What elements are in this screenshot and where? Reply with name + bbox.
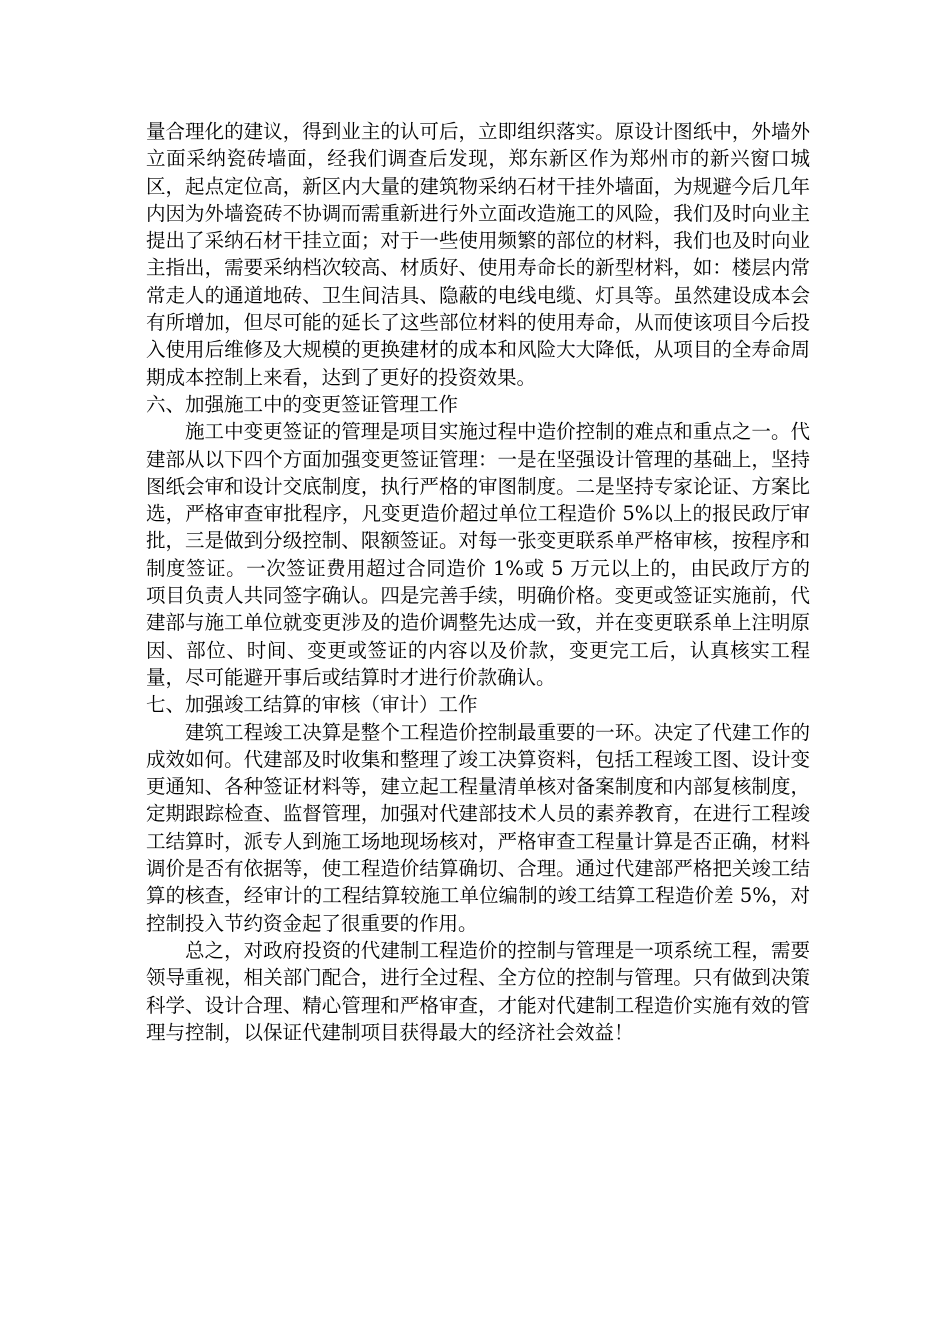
section-heading-6: 六、加强施工中的变更签证管理工作 (146, 392, 459, 416)
paragraph-continuation: 量合理化的建议，得到业主的认可后，立即组织落实。原设计图纸中，外墙外立面采纳瓷砖墙面，经我们调查后发现，郑东新区作为郑州市的新兴窗口城区，起点定位高，新区内大量的建筑物采纳石材干挂外墙面，为规避今后几年内因为外墙瓷砖不协调而需重新进行外立面改造施工的风险，我们及时向业主提出了采纳石材干挂立面；对于一些使用频繁的部位的材料，我们也及时向业主指出，需要采纳档次较高、材质好、使用寿命长的新型材料，如：楼层内常常走人的通道地砖、卫生间洁具、隐蔽的电线电缆、灯具等。虽然建设成本会有所增加，但尽可能的延长了这些部位材料的使用寿命，从而使该项目今后投入使用后维修及大规模的更换建材的成本和风险大大降低，从项目的全寿命周期成本控制上来看，达到了更好的投资效果。 (146, 120, 810, 389)
paragraph-conclusion: 总之，对政府投资的代建制工程造价的控制与管理是一项系统工程，需要领导重视，相关部门配合，进行全过程、全方位的控制与管理。只有做到决策科学、设计合理、精心管理和严格审查，才能对代建制工程造价实施有效的管理与控制，以保证代建制项目获得最大的经济社会效益！ (146, 938, 810, 1044)
paragraph-section-6: 施工中变更签证的管理是项目实施过程中造价控制的难点和重点之一。代建部从以下四个方面加强变更签证管理：一是在坚强设计管理的基础上，坚持图纸会审和设计交底制度，执行严格的审图制度。二是坚持专家论证、方案比选，严格审查审批程序，凡变更造价超过单位工程造价 5%以上的报民政厅审批，三是做到分级控制、限额签证。对每一张变更联系单严格审核，按程序和制度签证。一次签证费用超过合同造价 1%或 5 万元以上的，由民政厅方的项目负责人共同签字确认。四是完善手续，明确价格。变更或签证实施前，代建部与施工单位就变更涉及的造价调整先达成一致，并在变更联系单上注明原因、部位、时间、变更或签证的内容以及价款，变更完工后，认真核实工程量，尽可能避开事后或结算时才进行价款确认。 (146, 420, 810, 689)
paragraph-section-7: 建筑工程竣工决算是整个工程造价控制最重要的一环。决定了代建工作的成效如何。代建部及时收集和整理了竣工决算资料，包括工程竣工图、设计变更通知、各种签证材料等，建立起工程量清单核对备案制度和内部复核制度，定期跟踪检查、监督管理，加强对代建部技术人员的素养教育，在进行工程竣工结算时，派专人到施工场地现场核对，严格审查工程量计算是否正确，材料调价是否有依据等，使工程造价结算确切、合理。通过代建部严格把关竣工结算的核查，经审计的工程结算较施工单位编制的竣工结算工程造价差 5%，对控制投入节约资金起了很重要的作用。 (146, 720, 810, 935)
document-body (146, 118, 810, 1046)
section-heading-7: 七、加强竣工结算的审核（审计）工作 (146, 693, 478, 717)
